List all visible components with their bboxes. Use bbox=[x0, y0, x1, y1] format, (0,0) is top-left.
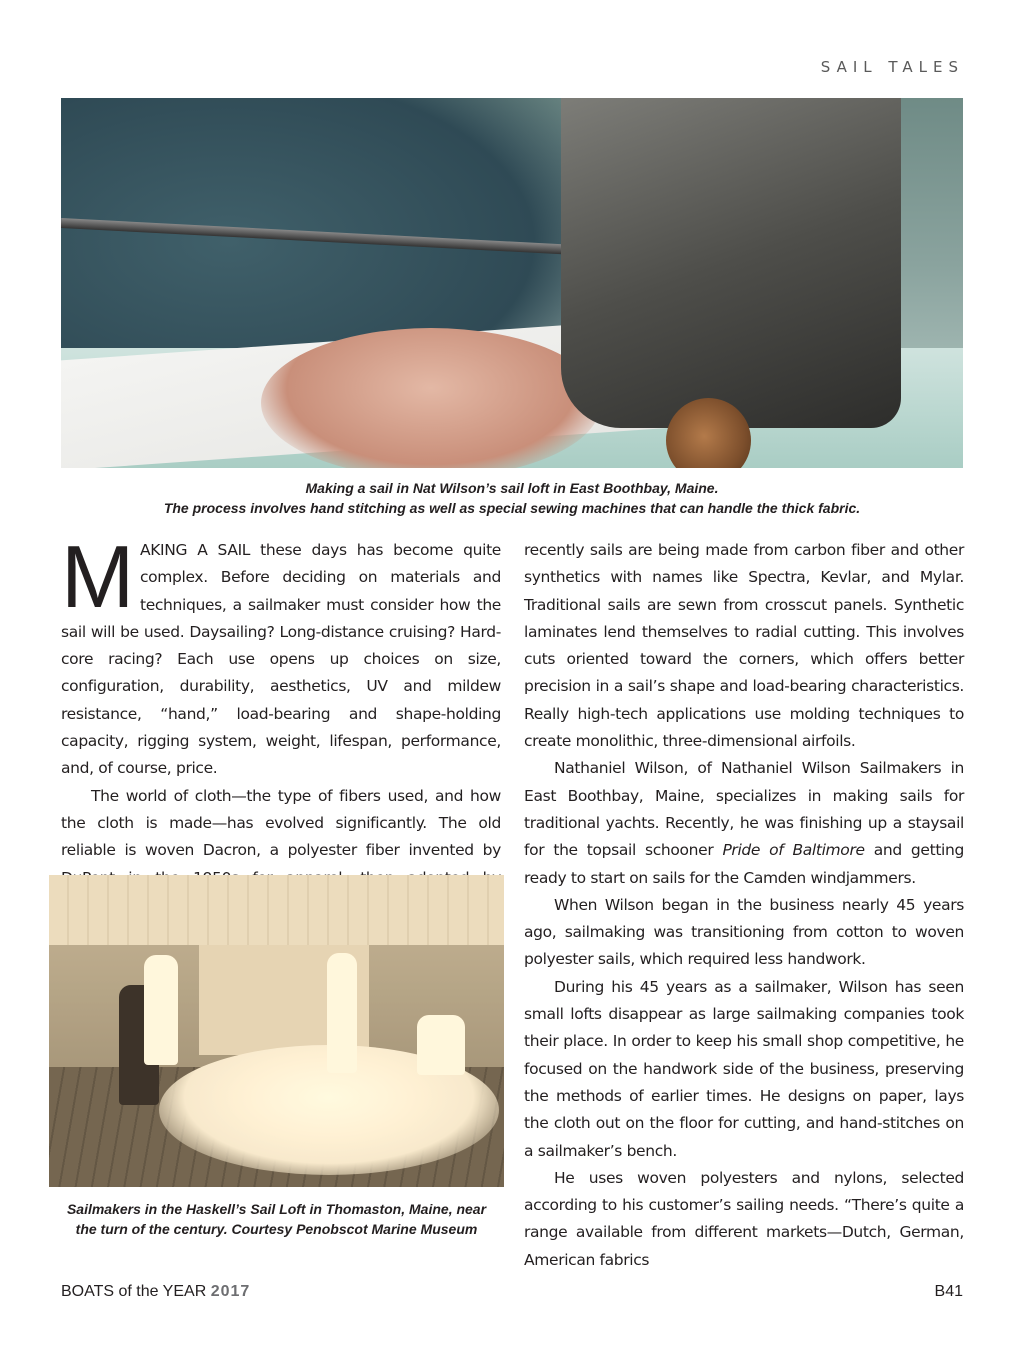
article-column-right bbox=[524, 537, 964, 1274]
paragraph-4-text-b: and getting ready to start on sails for the Camden windjammers. bbox=[524, 841, 964, 887]
article-paragraph-3: recently sails are being made from carbon fiber and other synthetics with names like Spectra, Kevlar, and Mylar. Traditional sails are sewn from crosscut panels. Synthetic laminates lend themselves to radial cutting. This involves cuts oriented toward the corners, which offers better precision in a sail’s shape and load-bearing characteristics. Really high-tech applications use molding techniques to create monolithic, three-dimensional airfoils. bbox=[524, 541, 964, 751]
top-caption-line-1: Making a sail in Nat Wilson’s sail loft in East Boothbay, Maine. bbox=[305, 480, 719, 496]
article-column-left bbox=[61, 527, 501, 919]
top-photo-caption bbox=[61, 478, 963, 518]
sewing-machine-photo bbox=[61, 98, 963, 468]
article-paragraph-2: The world of cloth—the type of fibers used, and how the cloth is made—has evolved significantly. The old reliable is woven Dacron, a polyester fiber invented by bbox=[61, 786, 501, 860]
article-paragraph-4 bbox=[524, 755, 964, 891]
photo-sewing-machine bbox=[561, 98, 901, 428]
paragraph-4-text-a: Nathaniel Wilson, of Nathaniel Wilson Sailmakers in East Boothbay, Maine, specializes in making sails for traditional yachts. Recently, he was finishing up a staysail for the topsail schooner bbox=[524, 759, 964, 860]
photo-hand bbox=[261, 328, 601, 468]
sail-loft-photo bbox=[49, 875, 504, 1187]
sailmaker-figure bbox=[327, 953, 357, 1073]
drop-cap: M bbox=[61, 527, 134, 626]
publication-footer bbox=[61, 1283, 250, 1301]
loft-caption-line-1: Sailmakers in the Haskell’s Sail Loft in Thomaston, Maine, near bbox=[66, 1201, 487, 1217]
vessel-name: Pride of Baltimore bbox=[722, 841, 865, 860]
article-paragraph-7: He uses woven polyesters and nylons, selected according to his customer’s sailing needs. “There’s quite a range available from different markets—Dutch, German, American fabrics bbox=[524, 1168, 964, 1269]
section-label: SAIL TALES bbox=[820, 58, 964, 76]
publication-year: 2017 bbox=[210, 1283, 251, 1300]
article-paragraph-5: When Wilson began in the business nearly 45 years ago, sailmaking was transitioning from cotton to woven polyester sails, which required less handwork. bbox=[524, 895, 964, 969]
loft-ceiling bbox=[49, 875, 504, 945]
article-paragraph-6: During his 45 years as a sailmaker, Wilson has seen small lofts disappear as large sailmaking companies took their place. In order to keep his small shop competitive, he focused on the handwork side of the business, preserving the methods of earlier times. He designs on paper, lays the cloth out on the floor for cutting, and hand-stitches on a sailmaker’s bench. bbox=[524, 977, 964, 1160]
loft-caption-line-2: the turn of the century. Courtesy Penobscot Marine Museum bbox=[75, 1221, 478, 1237]
sailmaker-figure bbox=[417, 1015, 465, 1075]
paragraph-1-text: AKING A SAIL these days has become quite complex. Before deciding on materials and techniques, a sailmaker must consider how the sail will be used. Daysailing? Long-distance cruising? Hard-core racing? Each use opens up choices on size, configuration, durability, aesthetics, UV and mildew resistance, “hand,” load-bearing and shape-holding capacity, rigging system, weight, lifespan, performance, and, of course, price. bbox=[61, 541, 501, 778]
sailmaker-figure bbox=[144, 955, 178, 1065]
top-caption-line-2: The process involves hand stitching as well as special sewing machines that can handle the thick fabric. bbox=[163, 500, 861, 516]
article-paragraph-1 bbox=[61, 527, 501, 783]
loft-photo-caption bbox=[49, 1199, 504, 1239]
publication-name: BOATS of the YEAR bbox=[61, 1283, 211, 1300]
page-number: B41 bbox=[934, 1283, 963, 1300]
